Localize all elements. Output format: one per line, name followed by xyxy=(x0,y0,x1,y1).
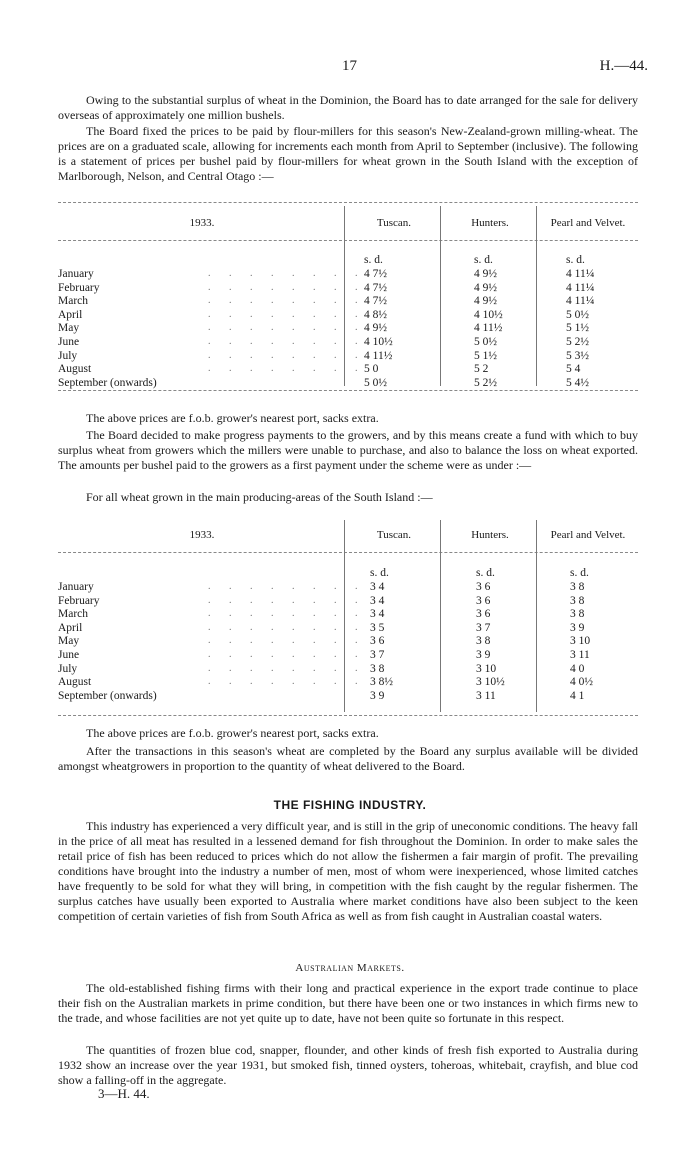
row-hunters-value: 3 11 xyxy=(476,689,496,702)
row-hunters-value: 4 9½ xyxy=(474,295,497,308)
column-header-year: 1933. xyxy=(189,529,215,541)
row-hunters-value: 4 9½ xyxy=(474,268,497,280)
leader-dots: . . . . . . . . xyxy=(208,295,366,307)
unit-label: s. d. xyxy=(364,254,383,266)
row-month-label: May xyxy=(58,322,80,335)
table-rule-header xyxy=(58,240,638,241)
fishing-paragraph-2: The old-established fishing firms with their long and practical experience in the export trade continue to place their fish on the Australian markets in prime condition, but there have been one or two instances in which firms new to the trade, and whose facilities are not yet quite up to date, have not been quite so fortunate in this respect. xyxy=(58,981,638,1025)
leader-dots: . . . . . . . . xyxy=(208,322,366,334)
page-number: 17 xyxy=(342,58,357,74)
row-month-label: June xyxy=(58,336,80,348)
row-month-label: September (onwards) xyxy=(58,376,157,389)
row-month-label: May xyxy=(58,635,80,648)
unit-label: s. d. xyxy=(370,567,389,579)
row-tuscan-value: 4 9½ xyxy=(364,322,387,335)
row-hunters-value: 4 10½ xyxy=(474,308,503,321)
row-tuscan-value: 3 5 xyxy=(370,621,385,634)
leader-dots: . . . . . . . . xyxy=(208,676,366,688)
row-month-label: April xyxy=(58,621,83,634)
row-pearl-value: 4 11¼ xyxy=(566,295,595,308)
page-header xyxy=(0,58,700,78)
row-month-label: January xyxy=(58,581,94,593)
row-hunters-value: 3 8 xyxy=(476,635,491,648)
leader-dots: . . . . . . . . xyxy=(208,621,366,633)
unit-label: s. d. xyxy=(474,254,493,266)
column-header-year: 1933. xyxy=(189,217,215,229)
column-divider xyxy=(536,206,537,386)
row-pearl-value: 4 0 xyxy=(570,662,585,675)
row-tuscan-value: 4 7½ xyxy=(364,268,387,280)
row-pearl-value: 3 8 xyxy=(570,581,585,593)
row-month-label: April xyxy=(58,308,83,321)
row-pearl-value: 5 1½ xyxy=(566,322,589,335)
row-pearl-value: 3 8 xyxy=(570,594,585,607)
row-month-label: July xyxy=(58,662,78,675)
row-hunters-value: 3 6 xyxy=(476,608,491,621)
table-rule-header xyxy=(58,552,638,553)
leader-dots: . . . . . . . . xyxy=(208,281,366,293)
row-pearl-value: 4 11¼ xyxy=(566,268,595,280)
row-month-label: September (onwards) xyxy=(58,689,157,702)
row-tuscan-value: 3 4 xyxy=(370,608,385,621)
row-tuscan-value: 3 4 xyxy=(370,581,385,593)
column-header-pearl-velvet: Pearl and Velvet. xyxy=(550,217,626,229)
row-hunters-value: 3 6 xyxy=(476,581,491,593)
row-tuscan-value: 4 10½ xyxy=(364,336,393,348)
row-tuscan-value: 3 4 xyxy=(370,594,385,607)
row-month-label: March xyxy=(58,608,89,621)
mid-paragraph-3: For all wheat grown in the main producing-areas of the South Island :— xyxy=(86,490,433,504)
column-header-hunters: Hunters. xyxy=(471,217,509,229)
leader-dots: . . . . . . . . xyxy=(208,336,366,347)
column-divider xyxy=(440,520,441,712)
row-pearl-value: 5 0½ xyxy=(566,308,589,321)
row-pearl-value: 4 0½ xyxy=(570,676,593,689)
footer-signature: 3—H. 44. xyxy=(98,1086,150,1101)
mid-paragraph-2: The Board decided to make progress payments to the growers, and by this means create a fund with which to buy surplus wheat from growers which the millers were unable to purchase, and also to balance the loss on wheat exported. The amounts per bushel paid to the growers as a first payment under the scheme were as under :— xyxy=(58,428,638,472)
row-tuscan-value: 4 7½ xyxy=(364,281,387,294)
row-tuscan-value: 4 11½ xyxy=(364,349,393,362)
row-hunters-value: 4 9½ xyxy=(474,281,497,294)
row-hunters-value: 3 9 xyxy=(476,649,491,661)
column-divider xyxy=(440,206,441,386)
row-tuscan-value: 5 0 xyxy=(364,363,379,376)
progress-payment-table xyxy=(58,512,638,717)
leader-dots: . . . . . . . . xyxy=(208,608,366,620)
document-reference: H.—44. xyxy=(599,58,648,74)
intro-paragraph-1: Owing to the substantial surplus of wheat in the Dominion, the Board has to date arranged for the sale for delivery overseas of approximately one million bushels. xyxy=(58,93,638,122)
row-pearl-value: 3 10 xyxy=(570,635,591,648)
row-pearl-value: 5 2½ xyxy=(566,336,589,348)
row-tuscan-value: 4 7½ xyxy=(364,295,387,308)
row-pearl-value: 3 11 xyxy=(570,649,590,661)
table-rule-bottom xyxy=(58,390,638,391)
row-pearl-value: 5 3½ xyxy=(566,349,589,362)
leader-dots: . . . . . . . . xyxy=(208,349,366,361)
column-divider xyxy=(536,520,537,712)
column-header-tuscan: Tuscan. xyxy=(376,529,412,541)
table-rule-bottom xyxy=(58,715,638,716)
leader-dots: . . . . . . . . xyxy=(208,635,366,647)
leader-dots: . . . . . . . . xyxy=(208,581,366,592)
row-tuscan-value: 3 7 xyxy=(370,649,385,661)
row-pearl-value: 4 1 xyxy=(570,689,585,702)
row-tuscan-value: 4 8½ xyxy=(364,308,387,321)
row-hunters-value: 5 0½ xyxy=(474,336,497,348)
after-paragraph-1: The above prices are f.o.b. grower's nearest port, sacks extra. xyxy=(86,726,379,740)
intro-paragraph-2: The Board fixed the prices to be paid by flour-millers for this season's New-Zealand-grown milling-wheat. The prices are on a graduated scale, allowing for increments each month from April to September (inclusive). The following is a statement of prices per bushel paid by flour-millers for wheat grown in the South Island with the exception of Marlborough, Nelson, and Central Otago :— xyxy=(58,124,638,183)
row-tuscan-value: 3 8 xyxy=(370,662,385,675)
row-pearl-value: 5 4 xyxy=(566,363,581,376)
column-header-tuscan: Tuscan. xyxy=(376,217,412,229)
row-hunters-value: 3 10½ xyxy=(476,676,505,689)
row-pearl-value: 3 8 xyxy=(570,608,585,621)
unit-label: s. d. xyxy=(566,254,585,266)
unit-label: s. d. xyxy=(476,567,495,579)
row-tuscan-value: 5 0½ xyxy=(364,376,387,389)
row-month-label: August xyxy=(58,676,92,689)
table-rule-top xyxy=(58,202,638,203)
leader-dots: . . . . . . . . xyxy=(208,363,366,375)
row-pearl-value: 4 11¼ xyxy=(566,281,595,294)
mid-paragraph-1: The above prices are f.o.b. grower's nearest port, sacks extra. xyxy=(86,411,379,425)
row-hunters-value: 3 7 xyxy=(476,621,491,634)
leader-dots: . . . . . . . . xyxy=(208,308,366,320)
row-pearl-value: 5 4½ xyxy=(566,376,589,389)
fishing-paragraph-3: The quantities of frozen blue cod, snapper, flounder, and other kinds of fresh fish exported to Australia during 1932 show an increase over the year 1931, but smoked fish, tinned oysters, toheroas, whitebait, crayfish, and blue cod show a falling-off in the aggregate. xyxy=(58,1043,638,1087)
row-month-label: August xyxy=(58,363,92,376)
row-month-label: February xyxy=(58,594,100,607)
row-tuscan-value: 3 9 xyxy=(370,689,385,702)
row-hunters-value: 5 1½ xyxy=(474,349,497,362)
row-hunters-value: 5 2 xyxy=(474,363,489,376)
row-month-label: July xyxy=(58,349,78,362)
row-month-label: January xyxy=(58,268,94,280)
row-tuscan-value: 3 6 xyxy=(370,635,385,648)
row-hunters-value: 4 11½ xyxy=(474,322,503,335)
row-month-label: March xyxy=(58,295,89,308)
row-month-label: February xyxy=(58,281,100,294)
leader-dots: . . . . . . . . xyxy=(208,268,366,279)
leader-dots: . . . . . . . . xyxy=(208,662,366,674)
row-month-label: June xyxy=(58,649,80,661)
fishing-paragraph-1: This industry has experienced a very difficult year, and is still in the grip of uneconomic conditions. The heavy fall in the price of all meat has resulted in a lessened demand for fish throughout the Dominion. In order to make sales the retail price of fish has been reduced to prices which do not allow the fishermen a fair margin of profit. The prevailing conditions have brought into the industry a number of men, most of whom were inexperienced, whose limited catches have frequently to be sold for what they will bring, in competition with the fish caught by the regular fishermen. The surplus catches have usually been exported to Australia where market conditions have also been subject to the keen competition of certain varieties of fish from South Africa as well as from fish caught in Australian coastal waters. xyxy=(58,819,638,923)
section-heading-fishing: THE FISHING INDUSTRY. xyxy=(273,798,427,812)
row-hunters-value: 3 6 xyxy=(476,594,491,607)
row-hunters-value: 5 2½ xyxy=(474,376,497,389)
unit-label: s. d. xyxy=(570,567,589,579)
flour-miller-price-table xyxy=(58,202,638,394)
column-header-hunters: Hunters. xyxy=(471,529,509,541)
column-header-pearl-velvet: Pearl and Velvet. xyxy=(550,529,626,541)
leader-dots: . . . . . . . . xyxy=(208,594,366,606)
row-pearl-value: 3 9 xyxy=(570,621,585,634)
leader-dots: . . . . . . . . xyxy=(208,649,366,660)
subheading-australian-markets: Australian Markets. xyxy=(295,962,405,974)
after-paragraph-2: After the transactions in this season's wheat are completed by the Board any surplus available will be divided amongst wheatgrowers in proportion to the quantity of wheat delivered to the Board. xyxy=(58,744,638,773)
row-hunters-value: 3 10 xyxy=(476,662,497,675)
row-tuscan-value: 3 8½ xyxy=(370,676,393,689)
